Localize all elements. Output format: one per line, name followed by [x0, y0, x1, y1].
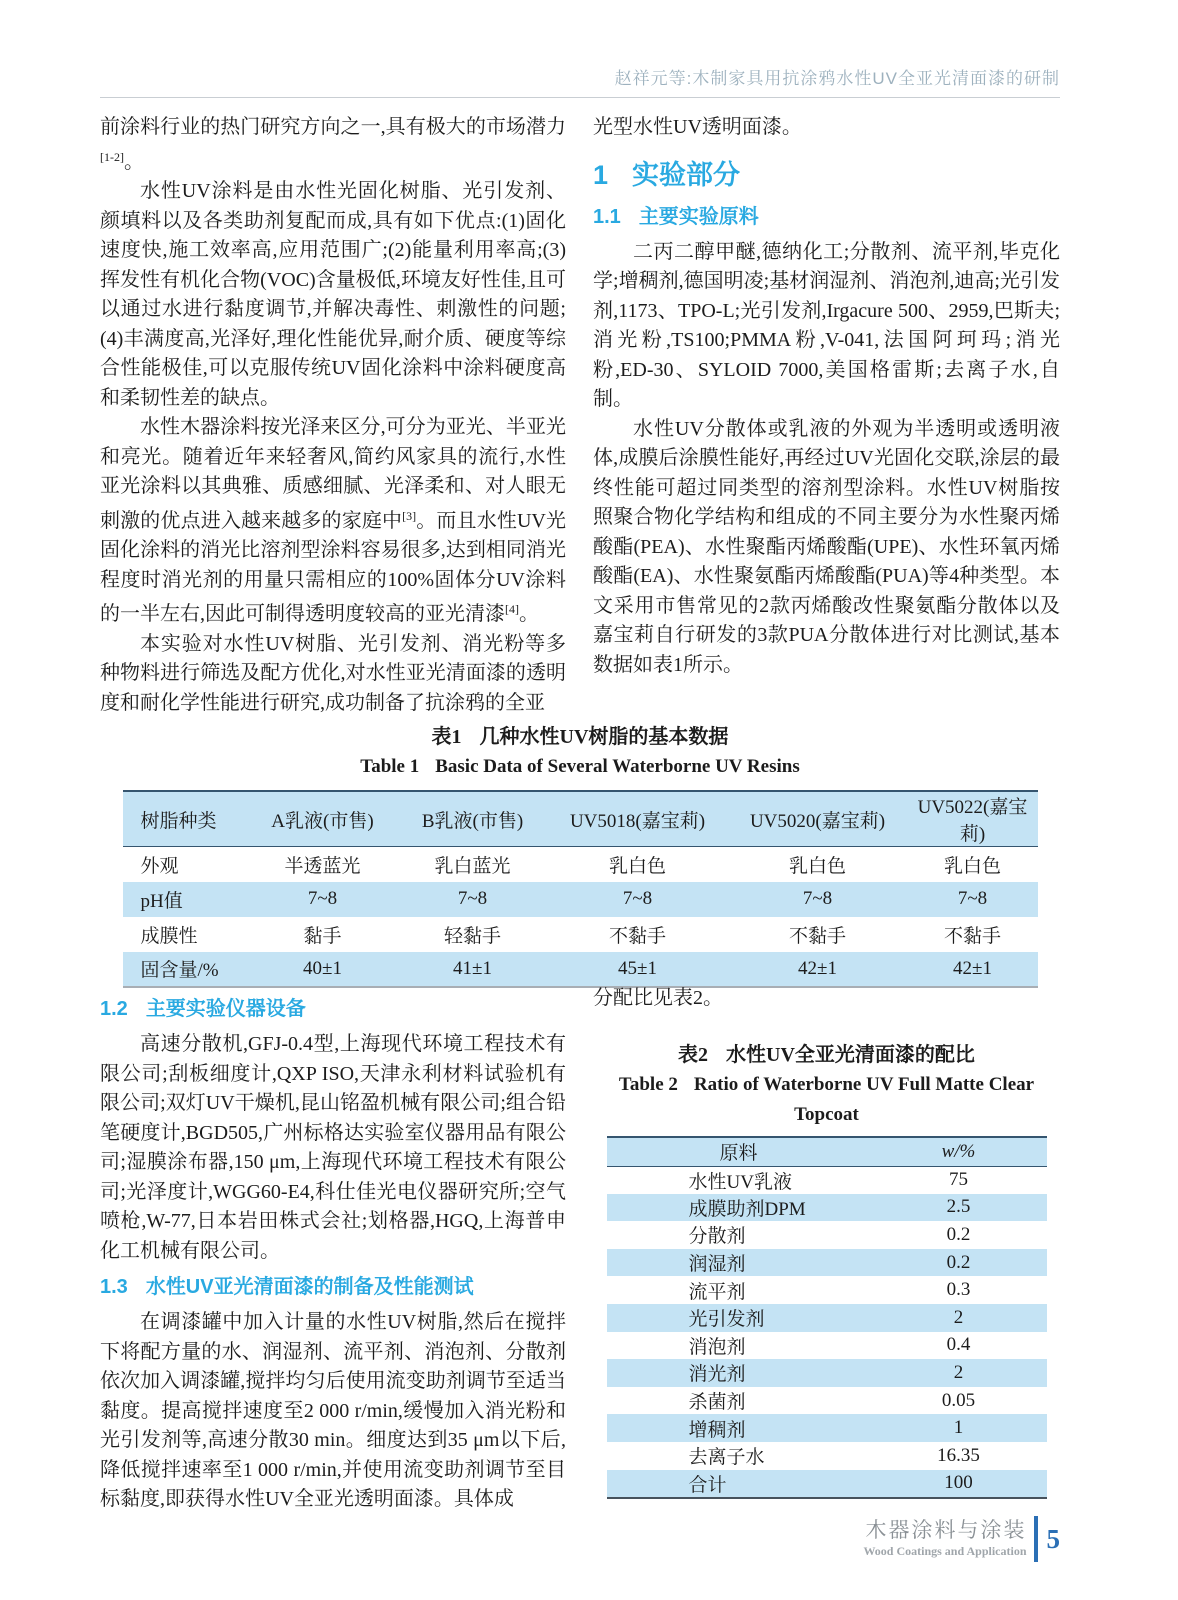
- table-row: [607, 1194, 1047, 1222]
- table-row: [607, 1414, 1047, 1442]
- section-heading-1: [593, 159, 1060, 191]
- table-cell: 40±1: [303, 957, 342, 979]
- citation-superscript: [4]: [505, 602, 519, 616]
- paragraph: 分配比见表2。: [593, 987, 723, 1009]
- table-cell: 增稠剂: [688, 1419, 746, 1441]
- table-cell: 75: [949, 1169, 968, 1191]
- journal-name-en: Wood Coatings and Application: [863, 1544, 1027, 1558]
- resins-data-table: [123, 790, 1038, 988]
- paragraph: 在调漆罐中加入计量的水性UV树脂,然后在搅拌下将配方量的水、润湿剂、流平剂、消泡剂、分散剂依次加入调漆罐,搅拌均匀后使用流变助剂调节至适当黏度。提高搅拌速度至2 000 r/min,缓慢加入消光粉和光引发剂等,高速分散30 min。细度达到35 μm以下后,降低搅拌速率至1 000 r/min,并使用流变助剂调节至目标黏度,即获得水性UV全亚光透明面漆。具体成: [100, 1311, 566, 1510]
- table-cell: 乳白色: [788, 855, 846, 877]
- table2-body: [607, 1166, 1047, 1498]
- page-footer: [863, 1516, 1060, 1562]
- table-cell: 0.4: [946, 1334, 971, 1356]
- column-header: A乳液(市售): [271, 810, 374, 832]
- table-row: [607, 1442, 1047, 1470]
- table-cell: 7~8: [622, 888, 653, 909]
- section-number: 1.2: [100, 998, 128, 1020]
- table-cell: 7~8: [957, 888, 988, 909]
- table-cell: 乳白色: [608, 855, 666, 877]
- table1-label-en: Table 1: [360, 756, 420, 777]
- table-cell: 0.3: [946, 1279, 971, 1301]
- table-row: [607, 1221, 1047, 1249]
- table-row: [123, 917, 1038, 952]
- table-cell: 消泡剂: [688, 1336, 746, 1358]
- column-header: w/%: [941, 1140, 976, 1162]
- table2-block: [593, 1040, 1060, 1499]
- left-column-bottom: [100, 988, 566, 1515]
- left-column-top: [100, 113, 566, 718]
- paragraph: 光型水性UV透明面漆。: [593, 116, 802, 138]
- table1-body: [123, 847, 1038, 987]
- section-heading-1-2: [100, 995, 566, 1023]
- table1-header: [123, 791, 1038, 847]
- table-cell: 1: [953, 1417, 964, 1439]
- column-header: B乳液(市售): [421, 810, 524, 832]
- citation-superscript: [1-2]: [100, 149, 124, 164]
- table2-header: [607, 1137, 1047, 1166]
- table-cell: 16.35: [937, 1444, 980, 1466]
- citation-superscript: [3]: [402, 508, 417, 523]
- paragraph-text: 前涂料行业的热门研究方向之一,具有极大的市场潜力: [100, 116, 566, 138]
- column-header: UV5020(嘉宝莉): [749, 810, 886, 832]
- paragraph: 本实验对水性UV树脂、光引发剂、消光粉等多种物料进行筛选及配方优化,对水性亚光清面漆的透明度和耐化学性能进行研究,成功制备了抗涂鸦的全亚: [100, 632, 566, 714]
- paragraph: [100, 113, 566, 177]
- table-cell: 固含量/%: [140, 960, 219, 981]
- paragraph-text: 水性木器涂料按光泽来区分,可分为亚光、半亚光和亮光。随着近年来轻奢风,简约风家具的流行,水性亚光涂料以其典雅、质感细腻、光泽柔和、对人眼无刺激的优点进入越来越多的家庭中: [100, 416, 566, 532]
- table2-title-cn: 水性UV全亚光清面漆的配比: [726, 1044, 975, 1066]
- paragraph: [100, 413, 566, 630]
- table2-label-cn: 表2: [678, 1044, 709, 1066]
- running-header: 赵祥元等:木制家具用抗涂鸦水性UV全亚光清面漆的研制: [614, 69, 1060, 88]
- table-row: [123, 952, 1038, 987]
- table-cell: 0.2: [946, 1223, 971, 1245]
- table-cell: 乳白蓝光: [434, 855, 511, 877]
- section-title: 主要实验原料: [638, 205, 759, 228]
- table-cell: 7~8: [802, 888, 833, 909]
- table1-title-cn: 几种水性UV树脂的基本数据: [479, 726, 729, 748]
- table-row: [607, 1470, 1047, 1498]
- table-cell: 成膜助剂DPM: [688, 1198, 806, 1220]
- table-cell: pH值: [140, 890, 183, 912]
- formulation-ratio-table: [607, 1136, 1047, 1499]
- table-cell: 100: [944, 1472, 973, 1494]
- table-cell: 分散剂: [688, 1226, 746, 1248]
- table-row: [607, 1387, 1047, 1415]
- section-number: 1.3: [100, 1276, 128, 1298]
- table1-header-row: [123, 791, 1038, 847]
- table-cell: 半透蓝光: [284, 855, 361, 877]
- paragraph-text: 。: [519, 603, 539, 625]
- table-cell: 润湿剂: [688, 1254, 746, 1276]
- table-cell: 黏手: [303, 925, 342, 947]
- table1-caption-en: [100, 752, 1060, 782]
- table-cell: 不黏手: [788, 925, 846, 947]
- table2-title-en: Ratio of Waterborne UV Full Matte Clear Topcoat: [693, 1074, 1035, 1125]
- section-title: 水性UV亚光清面漆的制备及性能测试: [145, 1276, 474, 1298]
- right-column-bottom: [593, 984, 1060, 1014]
- table-cell: 0.2: [946, 1251, 971, 1273]
- header-rule: [100, 97, 1060, 98]
- table-row: [607, 1276, 1047, 1304]
- table-row: [123, 847, 1038, 882]
- table-cell: 消光剂: [688, 1364, 746, 1386]
- table-cell: 合计: [688, 1474, 727, 1496]
- right-column-top: [593, 113, 1060, 680]
- paragraph: 水性UV涂料是由水性光固化树脂、光引发剂、颜填料以及各类助剂复配而成,具有如下优点:(1)固化速度快,施工效率高,应用范围广;(2)能量利用率高;(3)挥发性有机化合物(VOC)含量极低,环境友好性佳,且可以通过水进行黏度调节,并解决毒性、刺激性的问题;(4)丰满度高,光泽好,理化性能优异,耐介质、硬度等综合性能极佳,可以克服传统UV固化涂料中涂料硬度高和柔韧性差的缺点。: [100, 180, 566, 409]
- section-title: 实验部分: [632, 159, 741, 190]
- table-cell: 0.05: [941, 1389, 976, 1411]
- section-heading-1-1: [593, 203, 1060, 231]
- section-heading-1-3: [100, 1273, 566, 1301]
- table-row: [123, 882, 1038, 917]
- table-cell: 41±1: [453, 957, 492, 979]
- paragraph-text: 。而且水性UV光固化涂料的消光比溶剂型涂料容易很多,达到相同消光程度时消光剂的用量只需相应的100%固体分UV涂料的一半左右,因此可制得透明度较高的亚光清漆: [100, 509, 567, 625]
- table2-header-row: [607, 1137, 1047, 1166]
- table-cell: 2.5: [946, 1196, 971, 1218]
- table-cell: 去离子水: [688, 1447, 765, 1469]
- table-row: [607, 1166, 1047, 1194]
- paragraph: 高速分散机,GFJ-0.4型,上海现代环境工程技术有限公司;刮板细度计,QXP ISO,天津永利材料试验机有限公司;双灯UV干燥机,昆山铭盈机械有限公司;组合铅笔硬度计,BGD505,广州标格达实验室仪器用品有限公司;湿膜涂布器,150 μm,上海现代环境工程技术有限公司;光泽度计,WGG60-E4,科仕佳光电仪器研究所;空气喷枪,W-77,日本岩田株式会社;划格器,HGQ,上海普申化工机械有限公司。: [100, 1033, 566, 1262]
- table-cell: 流平剂: [688, 1281, 746, 1303]
- table-cell: 7~8: [457, 888, 488, 909]
- table1-caption-cn: [100, 722, 1060, 752]
- table-cell: 45±1: [618, 957, 657, 979]
- table-row: [607, 1359, 1047, 1387]
- column-header: UV5018(嘉宝莉): [569, 810, 706, 832]
- section-title: 主要实验仪器设备: [145, 998, 306, 1020]
- table-cell: 光引发剂: [688, 1309, 765, 1331]
- table-row: [607, 1249, 1047, 1277]
- section-number: 1.1: [593, 205, 621, 228]
- table-cell: 不黏手: [943, 925, 1001, 947]
- table1-block: [100, 722, 1060, 988]
- table-cell: 不黏手: [608, 925, 666, 947]
- column-header: 树脂种类: [140, 810, 217, 832]
- page-number: 5: [1046, 1523, 1060, 1554]
- table2-label-en: Table 2: [618, 1074, 678, 1095]
- table-cell: 水性UV乳液: [688, 1171, 792, 1193]
- journal-name-block: [863, 1519, 1026, 1559]
- paragraph: 二丙二醇甲醚,德纳化工;分散剂、流平剂,毕克化学;增稠剂,德国明凌;基材润湿剂、消泡剂,迪高;光引发剂,1173、TPO-L;光引发剂,Irgacure 500、2959,巴斯夫;消光粉,TS100;PMMA粉,V-041,法国阿珂玛;消光粉,ED-30、SYLOID 7000,美国格雷斯;去离子水,自制。: [593, 240, 1060, 410]
- table-cell: 杀菌剂: [688, 1392, 746, 1414]
- paragraph-text: 。: [124, 150, 144, 173]
- journal-name-cn: 木器涂料与涂装: [865, 1519, 1027, 1542]
- table-cell: 42±1: [798, 957, 837, 979]
- table-cell: 7~8: [307, 888, 338, 909]
- table-row: [607, 1332, 1047, 1360]
- table2-caption-cn: [593, 1040, 1060, 1070]
- table-cell: 乳白色: [943, 855, 1001, 877]
- table-cell: 轻黏手: [443, 925, 501, 947]
- column-header: 原料: [719, 1143, 758, 1165]
- table2-caption-en: [593, 1070, 1060, 1130]
- footer-divider-bar: [1034, 1516, 1038, 1562]
- table-cell: 2: [953, 1361, 964, 1383]
- column-header: UV5022(嘉宝莉): [917, 797, 1028, 845]
- table-cell: 外观: [140, 855, 179, 877]
- paragraph: 水性UV分散体或乳液的外观为半透明或透明液体,成膜后涂膜性能好,再经过UV光固化交联,涂层的最终性能可超过同类型的溶剂型涂料。水性UV树脂按照聚合物化学结构和组成的不同主要分为水性聚丙烯酸酯(PEA)、水性聚酯丙烯酸酯(UPE)、水性环氧丙烯酸酯(EA)、水性聚氨酯丙烯酸酯(PUA)等4种类型。本文采用市售常见的2款丙烯酸改性聚氨酯分散体以及嘉宝莉自行研发的3款PUA分散体进行对比测试,基本数据如表1所示。: [593, 417, 1060, 676]
- section-number: 1: [593, 159, 609, 190]
- table-cell: 2: [953, 1306, 964, 1328]
- table-row: [607, 1304, 1047, 1332]
- table-cell: 成膜性: [140, 925, 198, 947]
- table1-label-cn: 表1: [431, 726, 462, 748]
- table-cell: 42±1: [953, 957, 992, 979]
- table1-title-en: Basic Data of Several Waterborne UV Resins: [435, 756, 800, 777]
